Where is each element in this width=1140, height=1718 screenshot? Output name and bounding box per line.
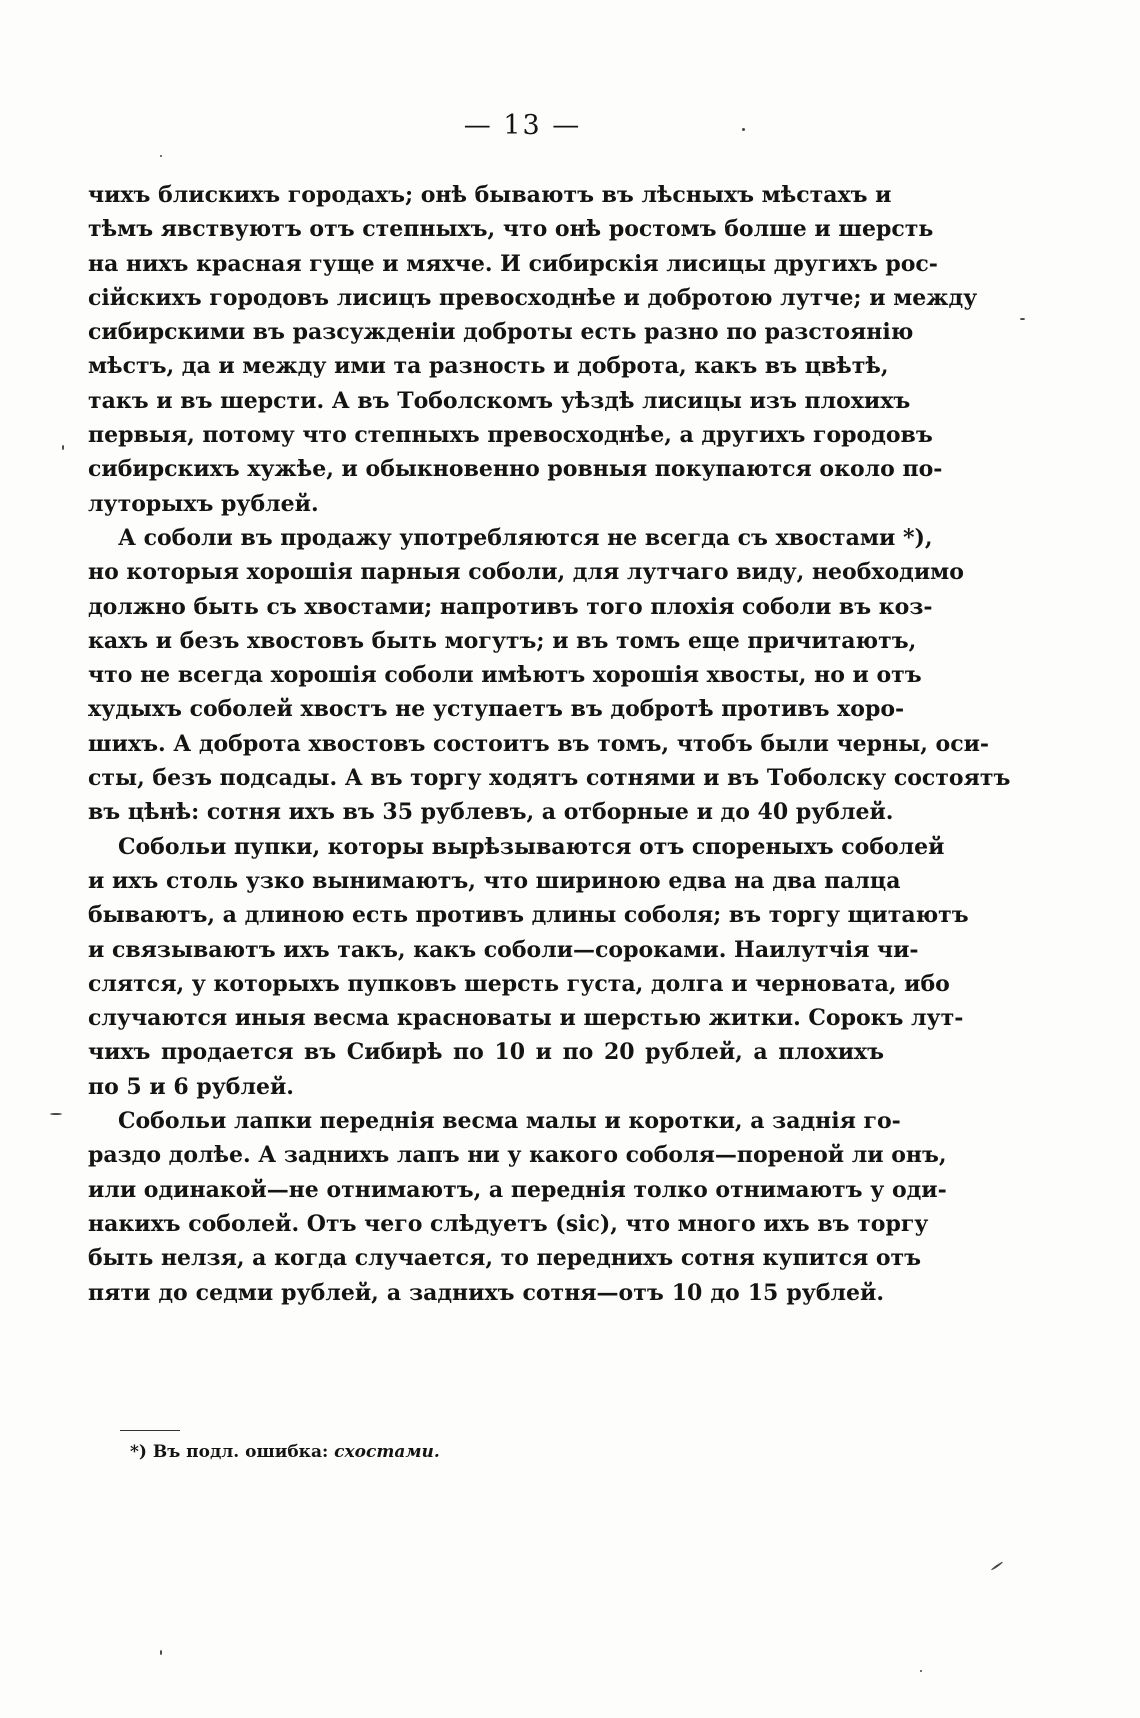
text-line: Собольи лапки переднія весма малы и коротки, а заднія го- [118, 1108, 901, 1135]
footnote-divider [120, 1430, 180, 1431]
text-line: пяти до седми рублей, а заднихъ сотня—отъ 10 до 15 рублей. [88, 1279, 884, 1306]
text-line: чихъ блискихъ городахъ; онѣ бываютъ въ лѣсныхъ мѣстахъ и [88, 182, 892, 208]
text-line: луторыхъ рублей. [88, 490, 319, 517]
text-line: или одинакой—не отнимаютъ, а переднія толко отнимаютъ у оди- [88, 1176, 947, 1203]
scan-speck [991, 1561, 1004, 1571]
text-line: на нихъ красная гуще и мяхче. И сибирскія лисицы другихъ рос- [88, 250, 938, 277]
text-line: первыя, потому что степныхъ превосходнѣе, а другихъ городовъ [88, 422, 933, 449]
footnote-word: схостами. [334, 1442, 440, 1462]
text-line: по 5 и 6 рублей. [88, 1073, 294, 1100]
text-line: А соболи въ продажу употребляются не всегда съ хвостами *), [118, 524, 933, 551]
scan-speck [160, 155, 162, 157]
footnote [130, 1442, 440, 1462]
scan-speck [742, 128, 745, 131]
scan-speck [160, 1650, 162, 1655]
text-line: кахъ и безъ хвостовъ быть могутъ; и въ томъ еще причитаютъ, [88, 627, 917, 654]
text-line: что не всегда хорошія соболи имѣютъ хорошія хвосты, но и отъ [88, 662, 922, 689]
text-line: чихъ продается въ Сибирѣ по 10 и по 20 рублей, а плохихъ [88, 1039, 884, 1066]
text-line: и ихъ столь узко вынимаютъ, что шириною едва на два палца [88, 867, 901, 894]
text-line: бываютъ, а длиною есть противъ длины соболя; въ торгу щитаютъ [88, 902, 969, 929]
text-line: мѣстъ, да и между ими та разность и доброта, какъ въ цвѣтѣ, [88, 353, 889, 380]
scan-speck [1020, 318, 1025, 320]
text-line: худыхъ соболей хвостъ не уступаетъ въ добротѣ противъ хоро- [88, 696, 905, 723]
text-line: и связываютъ ихъ такъ, какъ соболи—сороками. Наилутчія чи- [88, 936, 919, 963]
text-line: накихъ соболей. Отъ чего слѣдуетъ (sic), что много ихъ въ торгу [88, 1210, 929, 1237]
scan-speck [50, 1113, 62, 1115]
text-line: Собольи пупки, которы вырѣзываются отъ спореныхъ соболей [118, 833, 945, 860]
paragraph-1 [88, 178, 978, 521]
scan-speck [920, 1670, 922, 1672]
text-line: сибирскихъ хужѣе, и обыкновенно ровныя покупаются около по- [88, 456, 943, 483]
text-line: раздо долѣе. А заднихъ лапъ ни у какого соболя—пореной ли онъ, [88, 1142, 947, 1169]
scan-speck [62, 445, 64, 450]
text-line: случаются иныя весма красноваты и шерстью житки. Сорокъ лут- [88, 1005, 964, 1032]
text-line: должно быть съ хвостами; напротивъ того плохія соболи въ коз- [88, 593, 933, 620]
text-line: такъ и въ шерсти. А въ Тоболскомъ уѣздѣ лисицы изъ плохихъ [88, 387, 911, 414]
paragraph-3 [88, 830, 969, 1104]
body-text [88, 178, 1011, 1310]
footnote-prefix: *) Въ подл. ошибка: [130, 1442, 329, 1462]
paragraph-4 [88, 1104, 947, 1310]
page-number: — 13 — [463, 110, 582, 141]
text-line: сійскихъ городовъ лисицъ превосходнѣе и добротою лутче; и между [88, 284, 978, 311]
text-line: въ цѣнѣ: сотня ихъ въ 35 рублевъ, а отборные и до 40 рублей. [88, 799, 894, 826]
text-line: но которыя хорошія парныя соболи, для лутчаго виду, необходимо [88, 559, 964, 586]
text-line: шихъ. А доброта хвостовъ состоитъ въ томъ, чтобъ были черны, оси- [88, 730, 990, 757]
text-line: быть нелзя, а когда случается, то переднихъ сотня купится отъ [88, 1245, 922, 1272]
paragraph-2 [88, 521, 1011, 830]
text-line: сты, безъ подсады. А въ торгу ходятъ сотнями и въ Тоболску состоятъ [88, 765, 1011, 792]
text-line: слятся, у которыхъ пупковъ шерсть густа, долга и черновата, ибо [88, 970, 950, 997]
text-line: тѣмъ явствуютъ отъ степныхъ, что онѣ ростомъ болше и шерсть [88, 216, 934, 243]
text-line: сибирскими въ разсужденіи доброты есть разно по разстоянію [88, 319, 914, 346]
